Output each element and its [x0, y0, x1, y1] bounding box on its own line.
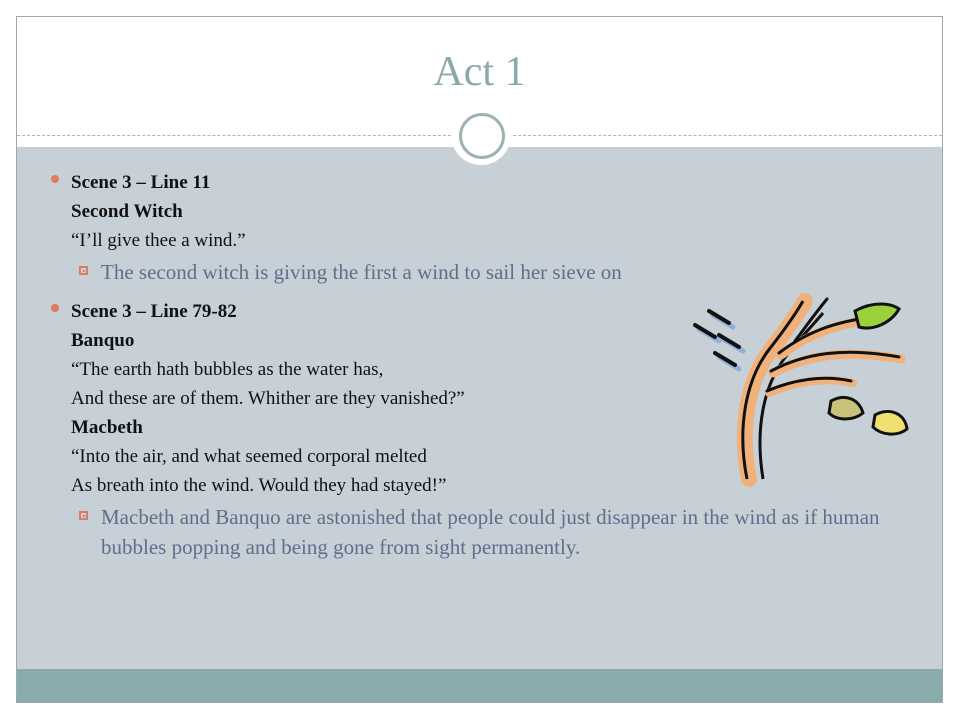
bullet-line: “The earth hath bubbles as the water has,: [71, 359, 384, 380]
windblown-tree-icon: [677, 289, 917, 489]
bullet-line: Scene 3 – Line 79-82: [71, 301, 237, 322]
divider-circle-ring: [459, 113, 505, 159]
sub-bullet-text: Macbeth and Banquo are astonished that people could just disappear in the wind as if human bubbles popping and being gone from sight permanently.: [101, 505, 880, 559]
bullet-dot-icon: [51, 175, 59, 183]
footer-band: [17, 669, 942, 702]
sub-bullet-text: The second witch is giving the first a wind to sail her sieve on: [101, 260, 622, 284]
bullet-line: And these are of them. Whither are they vanished?”: [71, 388, 465, 409]
slide: [16, 16, 943, 703]
square-bullet-icon: [79, 266, 88, 275]
bullet-line: Banquo: [71, 330, 135, 351]
bullet-dot-icon: [51, 304, 59, 312]
square-bullet-icon: [79, 511, 88, 520]
slide-title: Act 1: [433, 49, 526, 95]
sub-bullet: [71, 257, 931, 287]
bullet-line: “Into the air, and what seemed corporal melted: [71, 446, 427, 467]
bullet-line: Scene 3 – Line 11: [71, 172, 211, 193]
bullet-line: Second Witch: [71, 201, 183, 222]
bullet-line: As breath into the wind. Would they had stayed!”: [71, 475, 447, 496]
sub-bullet: [71, 502, 931, 562]
bullet-line: Macbeth: [71, 417, 143, 438]
bullet-line: “I’ll give thee a wind.”: [71, 230, 246, 251]
bullet-item: [71, 168, 931, 255]
